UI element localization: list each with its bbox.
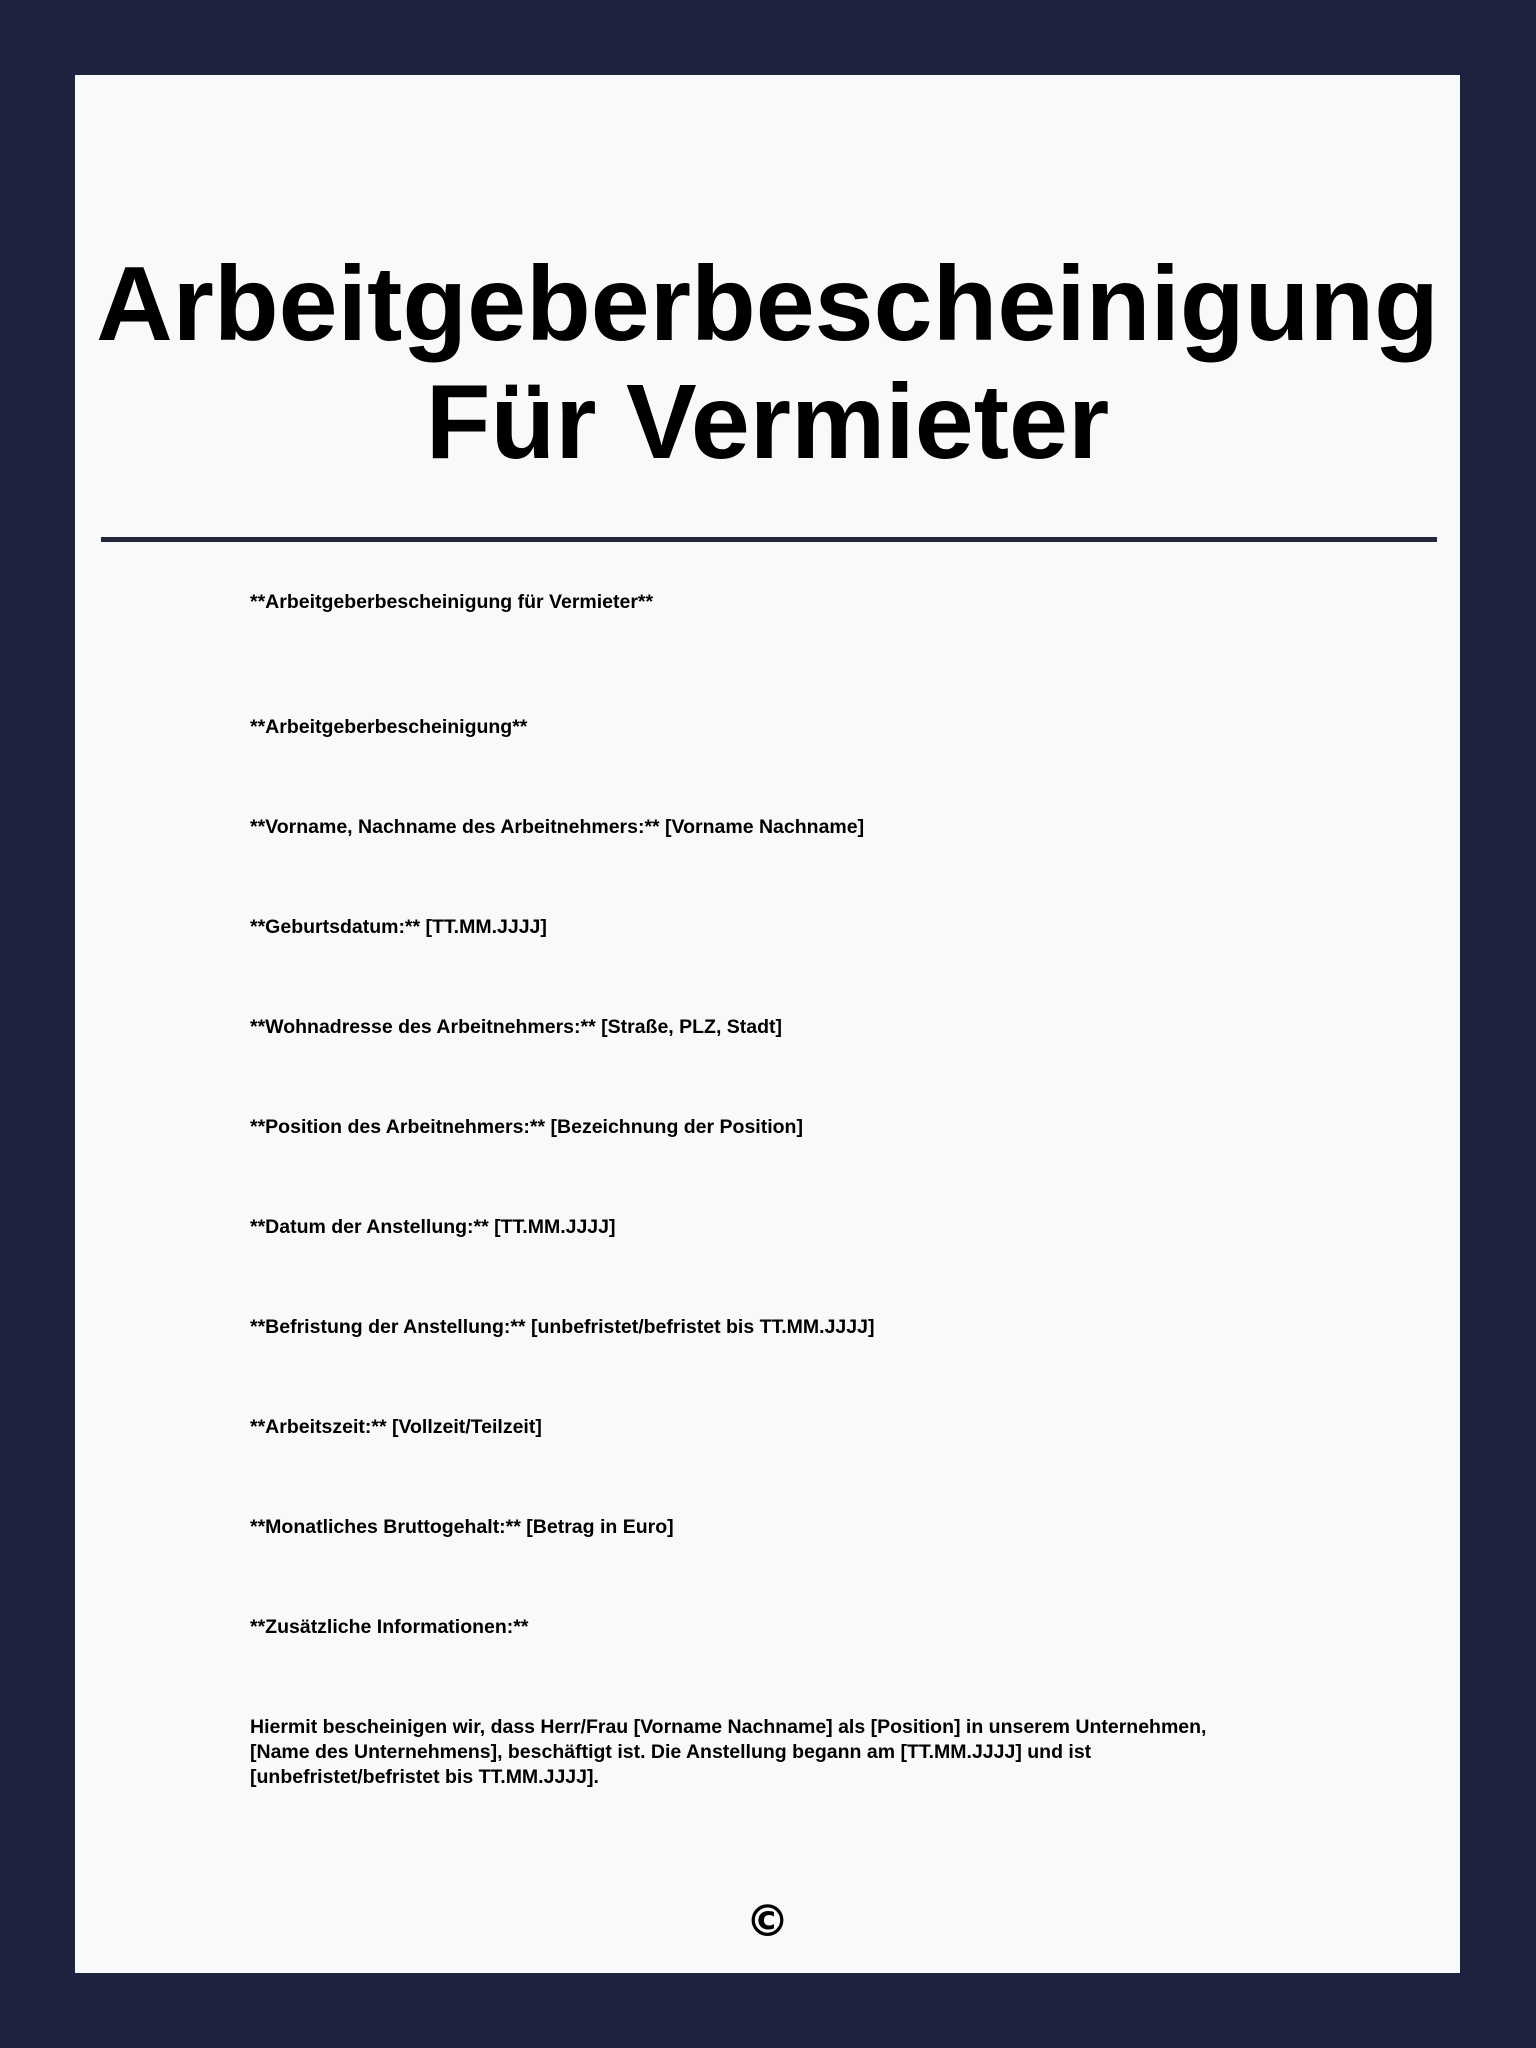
document-page xyxy=(75,75,1460,1973)
employee-name-line: **Vorname, Nachname des Arbeitnehmers:** [Vorname Nachname] xyxy=(250,816,865,838)
position-line: **Position des Arbeitnehmers:** [Bezeichnung der Position] xyxy=(250,1116,803,1138)
home-address-line: **Wohnadresse des Arbeitnehmers:** [Straße, PLZ, Stadt] xyxy=(250,1016,783,1038)
copyright-icon: © xyxy=(745,1896,790,1947)
document-title-line-2: Für Vermieter xyxy=(425,363,1110,481)
working-hours-line: **Arbeitszeit:** [Vollzeit/Teilzeit] xyxy=(250,1416,542,1438)
certification-paragraph-line-3: [unbefristet/befristet bis TT.MM.JJJJ]. xyxy=(250,1766,599,1788)
certification-paragraph-line-2: [Name des Unternehmens], beschäftigt ist. Die Anstellung begann am [TT.MM.JJJJ] und ist xyxy=(250,1741,1092,1763)
certification-paragraph-line-1: Hiermit bescheinigen wir, dass Herr/Frau [Vorname Nachname] als [Position] in unserem Unternehmen, xyxy=(250,1716,1207,1738)
title-divider xyxy=(101,537,1437,542)
birth-date-line: **Geburtsdatum:** [TT.MM.JJJJ] xyxy=(250,916,547,938)
employment-term-line: **Befristung der Anstellung:** [unbefristet/befristet bis TT.MM.JJJJ] xyxy=(250,1316,875,1338)
additional-info-line: **Zusätzliche Informationen:** xyxy=(250,1616,529,1638)
certification-paragraph xyxy=(250,1715,1270,1790)
document-heading-line: **Arbeitgeberbescheinigung für Vermieter** xyxy=(250,591,654,613)
document-title xyxy=(75,245,1460,481)
section-heading-line: **Arbeitgeberbescheinigung** xyxy=(250,716,528,738)
document-title-line-1: Arbeitgeberbescheinigung xyxy=(96,245,1439,363)
employment-date-line: **Datum der Anstellung:** [TT.MM.JJJJ] xyxy=(250,1216,616,1238)
gross-salary-line: **Monatliches Bruttogehalt:** [Betrag in Euro] xyxy=(250,1516,674,1538)
